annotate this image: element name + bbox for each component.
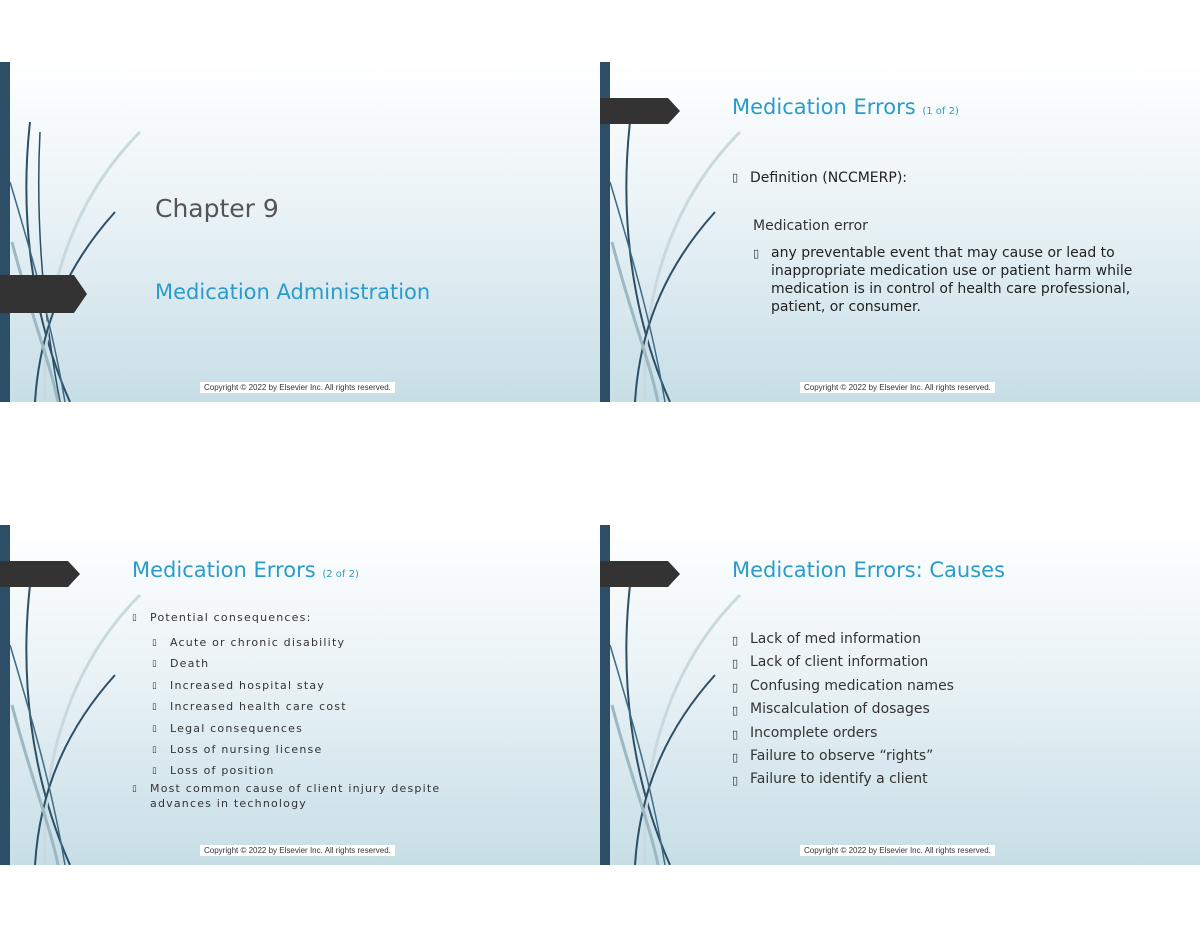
slide-2 [600,62,1200,402]
list-item: ▯ Incomplete orders [732,722,954,745]
decorative-curves-icon [0,62,180,402]
title-text: Medication Errors [732,95,916,119]
definition-list [732,170,907,186]
list-item: ▯ Acute or chronic disability [152,632,347,653]
list-item: ▯ Confusing medication names [732,675,954,698]
chapter-subtitle: Medication Administration [155,280,431,304]
list-item: ▯ Loss of nursing license [152,739,347,760]
chapter-title: Chapter 9 [155,194,279,223]
list-item: ▯ Death [152,653,347,674]
copyright-notice: Copyright © 2022 by Elsevier Inc. All rights reserved. [200,382,395,393]
arrow-marker-icon [600,98,680,124]
list-item: ▯ Increased health care cost [152,696,347,717]
causes-list [732,628,954,792]
title-suffix: (1 of 2) [922,106,959,117]
list-item: ▯ Failure to identify a client [732,768,954,791]
arrow-marker-icon [0,275,87,313]
list-item: ▯ Loss of position [152,760,347,781]
slide-3 [0,525,600,865]
slide-4 [600,525,1200,865]
list-item: ▯ Lack of med information [732,628,954,651]
arrow-marker-icon [600,561,680,587]
slide-title: Medication Errors: Causes [732,558,1006,582]
copyright-notice: Copyright © 2022 by Elsevier Inc. All rights reserved. [800,382,995,393]
slide-title [132,558,359,582]
title-text: Medication Errors [132,558,316,582]
copyright-notice: Copyright © 2022 by Elsevier Inc. All rights reserved. [800,845,995,856]
title-suffix: (2 of 2) [322,569,359,580]
list-item: ▯ Most common cause of client injury despite advances in technology [132,781,502,811]
consequences-sublist [152,632,347,782]
copyright-notice: Copyright © 2022 by Elsevier Inc. All rights reserved. [200,845,395,856]
list-item: ▯ Definition (NCCMERP): [732,170,907,186]
list-item: ▯ Failure to observe “rights” [732,745,954,768]
list-item: ▯ Potential consequences: [132,610,502,625]
closing-list [132,781,502,811]
term-label: Medication error [753,218,868,234]
consequences-list [132,610,502,625]
list-item: ▯ Miscalculation of dosages [732,698,954,721]
list-item: ▯ Legal consequences [152,718,347,739]
arrow-marker-icon [0,561,80,587]
slide-1 [0,62,600,402]
slide-side-bar [0,62,10,402]
list-item: ▯ Increased hospital stay [152,675,347,696]
term-description-list [753,244,1153,316]
list-item: ▯ any preventable event that may cause or lead to inappropriate medication use or patient harm while medication is in control of health care professional, patient, or consumer. [753,244,1153,316]
slide-title [732,95,959,119]
list-item: ▯ Lack of client information [732,651,954,674]
